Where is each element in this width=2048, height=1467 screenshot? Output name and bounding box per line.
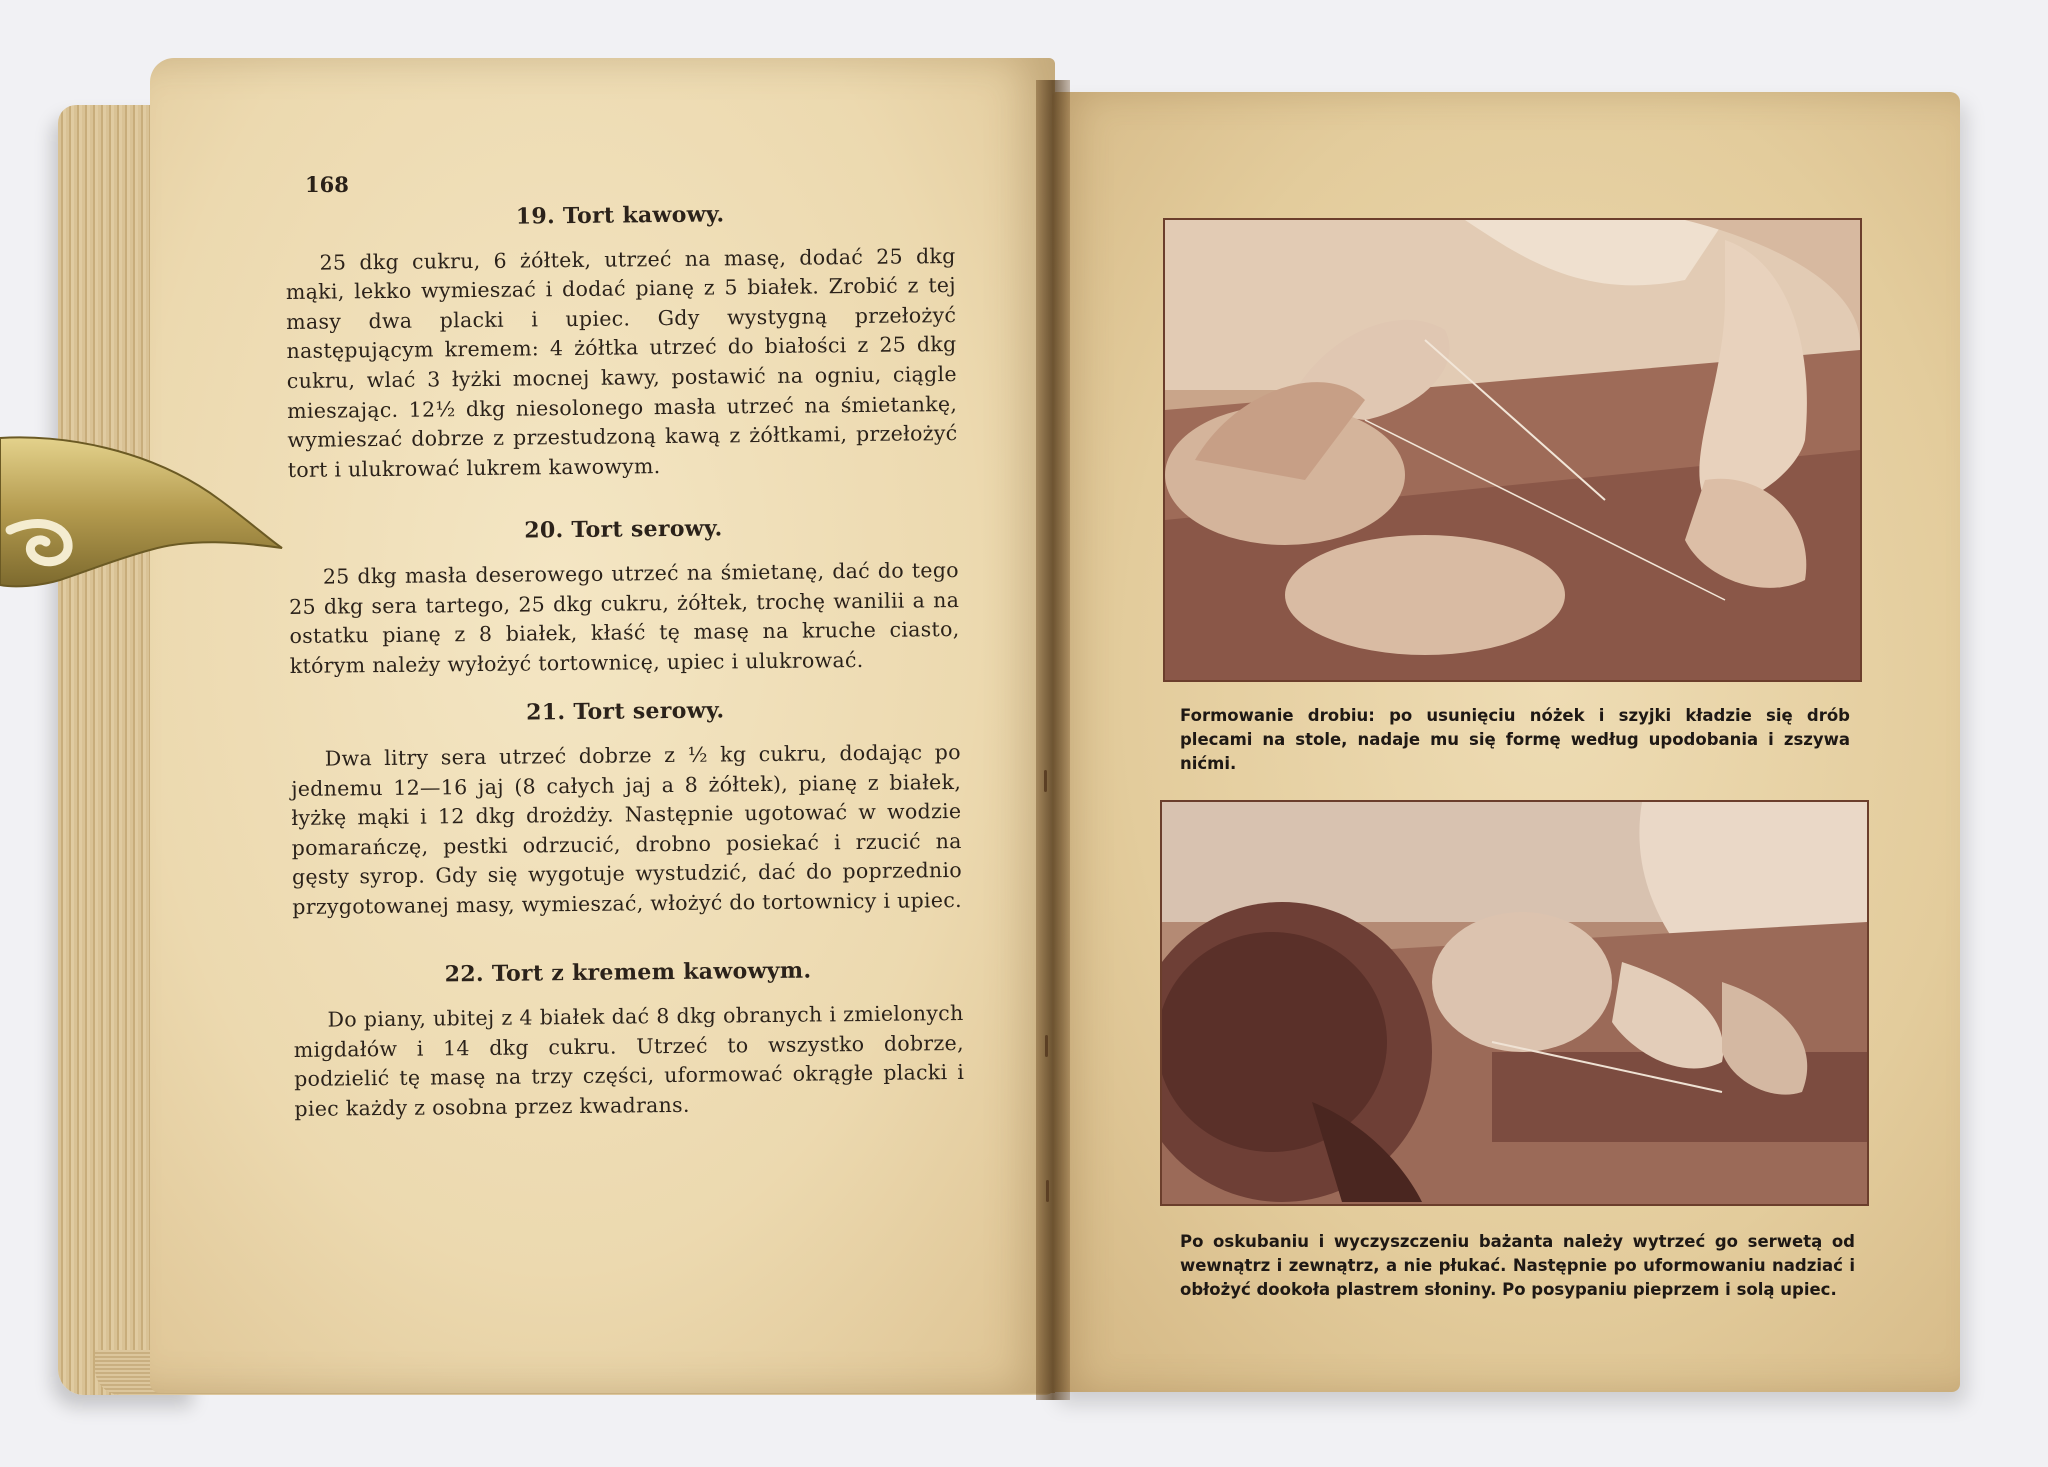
pheasant-preparation-photo [1160,800,1869,1206]
recipe-20 [288,512,960,681]
recipe-19 [285,198,958,485]
recipe-text: 25 dkg cukru, 6 żółtek, utrzeć na masę, dodać 25 dkg mąki, lekko wymieszać i dodać pianę z 5 białek. Zrobić z tej masy dwa placki i upiec. Gdy wystygną przełożyć następującym kremem: 4 żółtka utrzeć do białości z 25 dkg cukru, wlać 3 łyżki mocnej kawy, postawić na ogniu, ciągle mieszając. 12½ dkg niesolonego masła utrzeć na śmietankę, wymieszać dobrze z przestudzoną kawą z żółtkami, przełożyć tort i ulukrować lukrem kawowym. [285,243,958,482]
recipe-21 [290,694,962,922]
brass-bookmark [0,430,300,600]
recipe-text: Dwa litry sera utrzeć dobrze z ½ kg cukru, dodając po jednemu 12—16 jaj (8 całych jaj a 8 żółtek), pianę z białek, łyżkę mąki i 12 dkg drożdży. Następnie ugotować w wodzie pomarańczę, pestki odrzucić, drobno posiekać i rzucić na gęsty syrop. Gdy się wygotuje wystudzić, dać do poprzednio przygotowanej masy, wymieszać, włożyć do tortownicy i upiec. [290,739,963,919]
photo-caption-bottom: Po oskubaniu i wyczyszczeniu bażanta należy wytrzeć go serwetą od wewnątrz i zewnątrz, a nie płukać. Następnie po uformowaniu nadziać i obłożyć dookoła plastrem słoniny. Po posypaniu pieprzem i solą upiec. [1180,1232,1855,1299]
recipe-22 [293,955,965,1124]
book-gutter [1036,80,1070,1400]
page-number: 168 [305,172,349,197]
recipe-title: 21. Tort serowy. [526,697,725,726]
recipe-text: Do piany, ubitej z 4 białek dać 8 dkg obranych i zmielonych migdałów i 14 dkg cukru. Utrzeć to wszystko dobrze, podzielić tę masę na trzy części, uformować okrągłe placki i piec każdy z osobna przez kwadrans. [293,1001,965,1121]
binding-stitch [1046,1180,1049,1202]
photo-caption-top: Formowanie drobiu: po usunięciu nóżek i szyjki kładzie się drób plecami na stole, nadaje mu się formę według upodobania i zszywa nićmi. [1180,706,1850,773]
binding-stitch [1045,1035,1048,1057]
poultry-forming-photo [1163,218,1862,682]
binding-stitch [1044,770,1047,792]
recipe-column [285,198,965,1124]
recipe-text: 25 dkg masła deserowego utrzeć na śmietanę, dać do tego 25 dkg sera tartego, 25 dkg cukru, żółtek, trochę wanilii a na ostatku pianę z 8 białek, kłaść tę masę na kruche ciasto, którym należy wyłożyć tortownicę, upiec i ulukrować. [289,557,960,678]
recipe-title: 19. Tort kawowy. [515,201,725,230]
recipe-title: 20. Tort serowy. [524,515,723,544]
recipe-title: 22. Tort z kremem kawowym. [444,957,812,988]
